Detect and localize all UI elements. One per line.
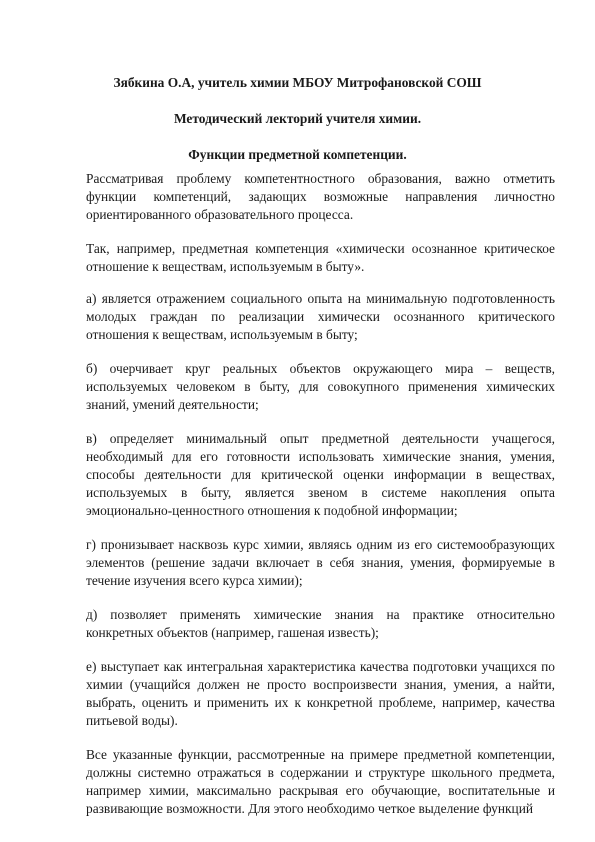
paragraph-example: Так, например, предметная компетенция «химически осознанное критическое отношение к веществам, используемым в быту».	[86, 241, 555, 274]
paragraph-item-v: в) определяет минимальный опыт предметной деятельности учащегося, необходимый для его готовности использовать химические знания, умения, способы деятельности для критической оценки информации в веществах, используемых в быту, является звеном в системе накопления опыта эмоционально-ценностного отношения к подобной информации;	[86, 431, 555, 518]
document-title: Методический лекторий учителя химии.	[173, 111, 422, 126]
paragraph-item-g: г) пронизывает насквозь курс химии, являясь одним из его системообразующих элементов (решение задачи включает в себя знания, умения, формируемые в течение изучения всего курса химии);	[86, 537, 555, 588]
paragraph-intro: Рассматривая проблему компетентностного образования, важно отметить функции компетенций, задающих возможные направления личностно ориентированного образовательного процесса.	[86, 171, 555, 222]
paragraph-item-d: д) позволяет применять химические знания на практике относительно конкретных объектов (например, гашеная известь);	[86, 607, 555, 640]
paragraph-item-b: б) очерчивает круг реальных объектов окружающего мира – веществ, используемых человеком в быту, для совокупного применения химических знаний, умений деятельности;	[86, 361, 555, 412]
paragraph-item-e: е) выступает как интегральная характеристика качества подготовки учащихся по химии (учащийся должен не просто воспроизвести знания, умения, а найти, выбрать, оценить и применить их к конкретной проблеме, например, качества питьевой воды).	[86, 659, 555, 728]
author-line: Зябкина О.А, учитель химии МБОУ Митрофановской СОШ	[113, 75, 482, 90]
document-subtitle: Функции предметной компетенции.	[188, 147, 407, 162]
document-body	[86, 170, 555, 834]
paragraph-conclusion: Все указанные функции, рассмотренные на примере предметной компетенции, должны системно отражаться в содержании и структуре школьного предмета, например химии, максимально раскрывая его обучающие, воспитательные и развивающие возможности. Для этого необходимо четкое выделение функций	[86, 747, 555, 816]
paragraph-item-a: а) является отражением социального опыта на минимальную подготовленность молодых граждан по реализации химически осознанного критического отношения к веществам, используемым в быту;	[86, 291, 555, 342]
